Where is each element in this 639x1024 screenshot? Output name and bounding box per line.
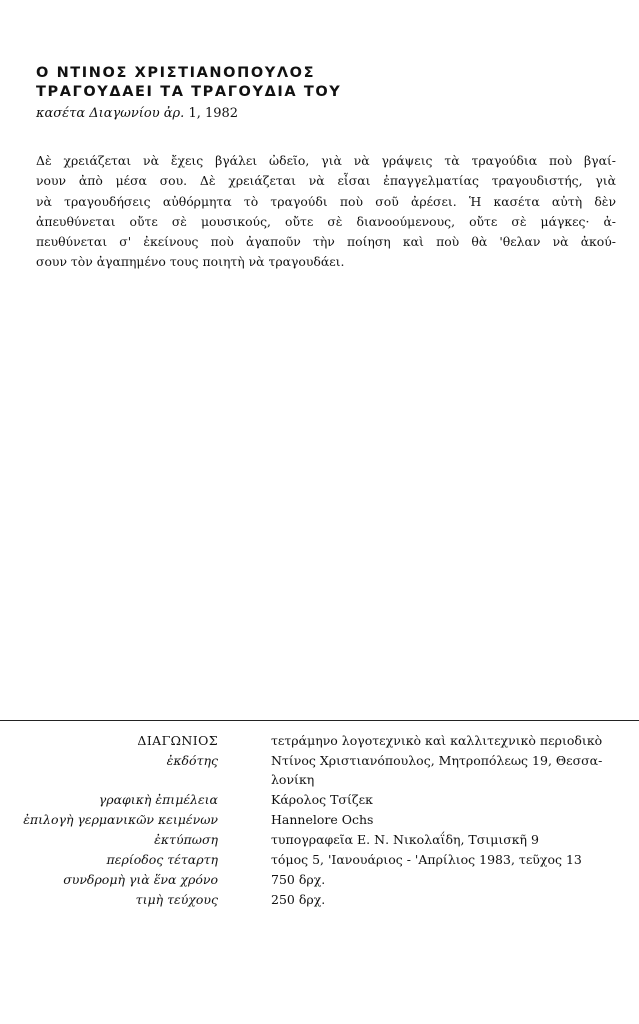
- subtitle: [36, 104, 616, 124]
- colophon-value-line: 250 δρχ.: [271, 892, 326, 907]
- colophon-label: ΔΙΑΓΩΝΙΟΣ: [137, 733, 218, 748]
- intro-paragraph: [36, 151, 616, 273]
- divider-rule: [0, 720, 639, 721]
- colophon-value-line: 750 δρχ.: [271, 872, 326, 887]
- colophon-value: [271, 850, 623, 869]
- colophon-row-publisher: [0, 751, 639, 790]
- colophon-label: ἐπιλογὴ γερμανικῶν κειμένων: [23, 812, 218, 827]
- title-line-2: ΤΡΑΓΟΥΔΑΕΙ ΤΑ ΤΡΑΓΟΥΔΙΑ ΤΟΥ: [36, 84, 342, 100]
- colophon-row-german-texts: [0, 810, 639, 830]
- colophon-row-subscription: [0, 870, 639, 890]
- colophon-label: γραφικὴ ἐπιμέλεια: [98, 792, 218, 807]
- subtitle-number: 1, 1982: [188, 106, 239, 121]
- colophon-value: [271, 890, 623, 909]
- colophon-value-line: Hannelore Ochs: [271, 812, 374, 827]
- body-line: Δὲ χρειάζεται νὰ ἔχεις βγάλει ὠδεῖο, γιὰ νὰ γράψεις τὰ τραγούδια ποὺ βγαί-: [36, 153, 616, 168]
- colophon-value: [271, 870, 623, 889]
- page-header: [36, 64, 616, 124]
- body-line: πευθύνεται σ' ἐκείνους ποὺ ἀγαποῦν τὴν ποίηση καὶ ποὺ θὰ 'θελαν νὰ ἀκού-: [36, 234, 616, 250]
- colophon-label: περίοδος τέταρτη: [106, 852, 218, 867]
- colophon-label: ἐκδότης: [166, 753, 218, 768]
- body-line: νουν ἀπὸ μέσα σου. Δὲ χρειάζεται νὰ εἶσαι ἐπαγγελματίας τραγουδιστής, γιὰ: [36, 173, 616, 189]
- colophon-value: [271, 790, 623, 809]
- colophon-row-price: [0, 890, 639, 910]
- colophon-value-line: Κάρολος Τσίζεκ: [271, 792, 373, 807]
- body-line: νὰ τραγουδήσεις αὐθόρμητα τὸ τραγούδι ποὺ σοῦ ἀρέσει. Ἡ κασέτα αὐτὴ δὲν: [36, 193, 616, 209]
- colophon-value-line: Ντίνος Χριστιανόπουλος, Μητροπόλεως 19, Θεσσα-: [271, 753, 603, 768]
- title-line-1: Ο ΝΤΙΝΟΣ ΧΡΙΣΤΙΑΝΟΠΟΥΛΟΣ: [36, 65, 316, 81]
- colophon-row-magazine: [0, 731, 639, 751]
- colophon-row-period: [0, 850, 639, 870]
- colophon-value: [271, 751, 623, 789]
- colophon-label: ἐκτύπωση: [154, 832, 218, 847]
- colophon-value: [271, 731, 623, 750]
- colophon-row-printing: [0, 830, 639, 850]
- subtitle-text: κασέτα Διαγωνίου ἀρ.: [36, 106, 185, 121]
- body-line: σουν τὸν ἀγαπημένο τους ποιητὴ νὰ τραγουδάει.: [36, 254, 345, 270]
- body-line: ἀπευθύνεται οὔτε σὲ μουσικούς, οὔτε σὲ διανοούμενους, οὔτε σὲ μάγκες· ἀ-: [36, 213, 616, 229]
- colophon-value: [271, 830, 623, 849]
- colophon-value: [271, 810, 623, 829]
- colophon-value-line: τετράμηνο λογοτεχνικὸ καὶ καλλιτεχνικὸ περιοδικὸ: [271, 733, 603, 748]
- colophon-value-line: τυπογραφεῖα Ε. Ν. Νικολαΐδη, Τσιμισκῆ 9: [271, 832, 539, 847]
- colophon-label: συνδρομὴ γιὰ ἕνα χρόνο: [63, 872, 218, 887]
- colophon-label: τιμὴ τεύχους: [135, 892, 218, 907]
- colophon-value-line: τόμος 5, 'Ιανουάριος - 'Απρίλιος 1983, τεῦχος 13: [271, 852, 582, 867]
- colophon-value-line: λονίκη: [271, 772, 315, 787]
- colophon-row-design: [0, 790, 639, 810]
- colophon: [0, 731, 639, 910]
